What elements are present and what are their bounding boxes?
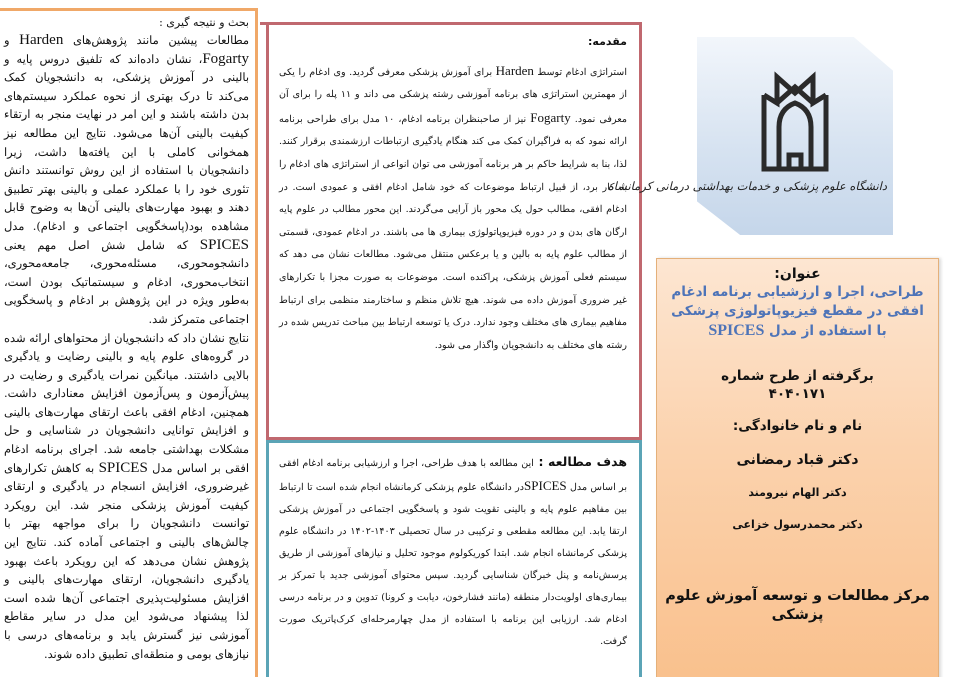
research-center: مرکز مطالعات و توسعه آموزش علوم پزشکی <box>665 588 930 623</box>
objective-text: این مطالعه با هدف طراحی، اجرا و ارزشیابی برنامه ادغام افقی بر اساس مدل <box>279 458 627 493</box>
author-2: دکتر الهام نیرومند <box>748 486 847 499</box>
objective-section <box>266 440 642 677</box>
names-label: نام و نام خانوادگی: <box>732 418 863 434</box>
project-number: ۴۰۴۰۱۷۱ <box>768 386 827 402</box>
title-label: عنوان: <box>774 266 821 282</box>
university-logo <box>607 37 893 235</box>
intro-text: برای آموزش پزشکی معرفی گردید. وی ادغام را یکی از مهمترین استراتژی های برنامه آموزشی رشته پزشکی می داند و ۱۱ پله را برای آن معرفی نمود. <box>279 66 627 125</box>
discussion-text: مطالعات پیشین مانند پژوهش‌های <box>63 33 249 47</box>
discussion-text: به کاهش تکرارهای غیرضروری، افزایش انسجام در یادگیری و ارتقای کیفیت آموزش پزشکی منجر شد. این رویکرد توانست دانشجویان را برای مواجهه بهتر با چالش‌های بالینی و اجتماعی آماده کند. نتایج این پژوهش نشان می‌دهد که این رویکرد باعث بهبود یادگیری دانشجویان، ارتقای مهارت‌های بالینی و افزایش مسئولیت‌پذیری اجتماعی آن‌ها شده است لذا پیشنهاد می‌شود این مدل در سایر مقاطع آموزشی نیز گسترش یابد و برنامه‌های درسی با نیازهای بومی و منطقه‌ای تطبیق داده شوند. <box>4 460 249 661</box>
university-emblem-icon <box>759 65 831 173</box>
spices-reference: SPICES <box>524 478 567 493</box>
spices-reference: SPICES <box>708 322 765 339</box>
discussion-paragraph-2 <box>4 329 249 664</box>
spices-reference: SPICES <box>98 459 148 476</box>
discussion-text: و <box>4 33 20 47</box>
discussion-title: بحث و نتیجه گیری : <box>159 16 249 29</box>
intro-text: نیز از صاحبنظران برنامه ادغام، ۱۰ مدل برای طراحی برنامه ارائه نمود که به فراگیران کمک می کند هنگام یادگیری ارتباطات ارزشمندی برقرار کنند. لذا، بنا به شرایط حاکم بر هر برنامه آموزشی می توان انواعی از استراتژی های ادغام را به کار برد، از قبیل ارتباط موضوعات که خود شامل ادغام افقی و عمودی است. در ادغام افقی، مطالب حول یک محور باز آرایی می‌گردند. این محور مطالب در علوم پایه ارگان های بدن و در دوره فیزیوپاتولوژی بیماری ها می باشند. در ادغام عمودی، قسمتی از مطالب علوم پایه به بالین و یا برعکس منتقل می‌شود. مطالعات نشان می دهد که سیستم فعلی آموزش پزشکی، پراکنده است. موضوعات به صورت مجزا با تکرارهای غیر ضروری آموزش داده می شوند. هیچ تلاش منظم و ساختارمند منظمی برای ارتباط مفاهیم بیماری های مختلف وجود ندارد. درک یا توسعه ارتباط بین مباحث تدریس شده در رشته های مختلف به دانشجویان واگذار می شود. <box>279 113 627 351</box>
objective-text: در دانشگاه علوم پزشکی کرمانشاه انجام شده است تا ارتباط بین مفاهیم علوم پایه و بالینی تقویت شود و پاسخگویی اجتماعی در آموزش پزشکی ارتقا یابد. این مطالعه مقطعی و ترکیبی در سال تحصیلی ۱۴۰۳-۱۴۰۲ در دانشگاه علوم پزشکی کرمانشاه انجام شد. ابتدا کوریکولوم موجود تحلیل و نیازهای آموزشی از طریق پرسش‌نامه و پنل خبرگان شناسایی گردید. سپس محتوای آموزشی جدید با تمرکز بر بیماری‌های اولویت‌دار منطقه (مانند فشارخون، دیابت و کرونا) تدوین و در برنامه درسی ادغام شد. ارزیابی این برنامه با استفاده از مدل چهارمرحله‌ای کرک‌پاتریک صورت گرفت. <box>279 482 627 647</box>
intro-text: استراتژی ادغام توسط <box>533 66 627 78</box>
author-1: دکتر قباد رمضانی <box>736 452 859 468</box>
harden-reference: Harden <box>495 62 534 78</box>
project-title <box>657 283 938 341</box>
discussion-text: که شامل شش اصل مهم یعنی دانشجومحوری، مسئله‌محوری، جامعه‌محوری، انتخاب‌محوری، ادغام و سیستماتیک بودن است، به‌طور ویژه در این پژوهش بر ادغام و پاسخگویی اجتماعی متمرکز شد. <box>4 237 249 326</box>
fogarty-reference: Fogarty <box>530 109 571 125</box>
harden-reference: Harden <box>19 32 64 48</box>
logo-caption: دانشگاه علوم پزشکی و خدمات بهداشتی درمانی کرمانشاه <box>607 179 887 193</box>
fogarty-reference: Fogarty <box>202 50 249 67</box>
derived-from-label: برگرفته از طرح شماره <box>721 368 874 384</box>
discussion-section <box>0 8 258 677</box>
introduction-paragraph <box>279 60 627 358</box>
title-card <box>656 258 939 677</box>
introduction-title: مقدمه: <box>588 35 627 48</box>
discussion-text: نتایج نشان داد که دانشجویان از محتواهای ارائه شده در گروه‌های علوم پایه و بالینی رضایت و یادگیری بالایی داشتند. میانگین نمرات یادگیری و رضایت در پیش‌آزمون و پس‌آزمون افزایش معناداری داشت. همچنین، ادغام افقی باعث ارتقای مهارت‌های بالینی و افزایش توانایی دانشجویان در شناسایی و حل مشکلات بهداشتی جامعه شد. اجرای برنامه ادغام افقی بر اساس مدل <box>4 330 249 475</box>
project-title-text: طراحی، اجرا و ارزشیابی برنامه ادغام افقی در مقطع فیزیوپاتولوژی پزشکی با استفاده از مدل <box>671 284 924 339</box>
introduction-section <box>266 22 642 440</box>
objective-title: هدف مطالعه : <box>533 454 627 469</box>
spices-reference: SPICES <box>199 236 249 253</box>
discussion-paragraph-1 <box>4 31 249 329</box>
author-3: دکتر محمدرسول خزاعی <box>732 518 863 531</box>
discussion-text: ، نشان داده‌اند که تلفیق دروس پایه و بالینی در آموزش پزشکی، به دانشجویان کمک می‌کند تا درک بهتری از نحوه عملکرد سیستم‌های بدن داشته باشند و این امر در نهایت منجر به ارتقاء کیفیت بالینی آن‌ها می‌شود. نتایج این مطالعه نیز همخوانی کاملی با این یافته‌ها داشت، زیرا دانشجویان با استفاده از این روش توانستند دانش تئوری خود را با عملکرد عملی و بالینی بهتر تطبیق دهند و بهبود مهارت‌های بالینی آن‌ها به وضوح قابل مشاهده بود(پاسخگویی اجتماعی و ادغام). مدل <box>4 51 249 233</box>
